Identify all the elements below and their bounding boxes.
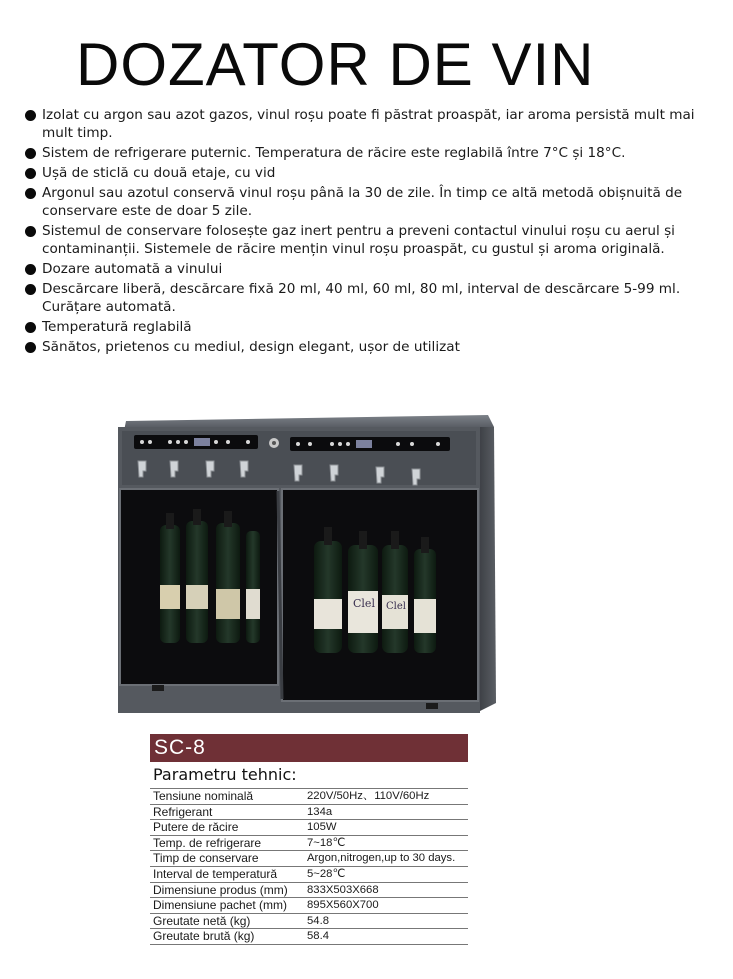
spec-value: 5~28℃ <box>307 867 346 880</box>
feature-text: Sănătos, prietenos cu mediul, design elegant, ușor de utilizat <box>42 339 460 355</box>
spec-value: 7~18℃ <box>307 836 346 849</box>
spec-subtitle: Parametru tehnic: <box>153 765 297 784</box>
feature-list <box>24 106 724 358</box>
table-row <box>150 929 468 945</box>
spec-label: Greutate brută (kg) <box>153 929 255 944</box>
spec-value: 58.4 <box>307 930 329 943</box>
spec-rows <box>150 788 468 945</box>
spec-label: Temp. de refrigerare <box>153 835 262 850</box>
feature-text: Argonul sau azotul conservă vinul roșu până la 30 de zile. În timp ce altă metodă obișnuită de conservare este de doar 5 zile. <box>42 185 683 219</box>
bullet-icon <box>25 188 36 199</box>
spec-value: 54.8 <box>307 914 329 927</box>
spec-label: Tensiune nominală <box>153 789 254 803</box>
table-row <box>150 867 468 883</box>
feature-text: Sistem de refrigerare puternic. Temperatura de răcire este reglabilă între 7°C și 18°C. <box>42 145 626 161</box>
bullet-icon <box>25 226 36 237</box>
page-title: DOZATOR DE VIN <box>76 31 595 98</box>
bottle-label-text: Clel <box>353 597 375 610</box>
table-row <box>150 805 468 821</box>
bullet-icon <box>25 168 36 179</box>
wine-dispenser-image <box>118 413 498 715</box>
spec-label: Refrigerant <box>153 804 213 819</box>
feature-item <box>24 106 724 142</box>
spec-label: Putere de răcire <box>153 820 239 835</box>
spec-value: 105W <box>307 821 337 834</box>
feature-item <box>24 318 724 336</box>
feature-item <box>24 164 724 182</box>
spec-label: Interval de temperatură <box>153 866 278 881</box>
spec-value: 833X503X668 <box>307 883 379 896</box>
feature-item <box>24 338 724 356</box>
feature-item <box>24 222 724 258</box>
spec-value: 895X560X700 <box>307 899 379 912</box>
feature-text: Ușă de sticlă cu două etaje, cu vid <box>42 165 276 181</box>
spec-label: Timp de conservare <box>153 851 259 866</box>
feature-text: Sistemul de conservare folosește gaz inert pentru a preveni contactul vinului roșu cu aerul și contaminanții. Sistemele de răcire mențin vinul roșu proaspăt, cu gustul și aroma originală. <box>42 223 675 257</box>
table-row <box>150 789 468 805</box>
table-row <box>150 820 468 836</box>
table-row <box>150 883 468 899</box>
table-row <box>150 914 468 930</box>
spec-label: Greutate netă (kg) <box>153 913 251 928</box>
feature-text: Descărcare liberă, descărcare fixă 20 ml, 40 ml, 60 ml, 80 ml, interval de descărcare 5-99 ml. Curățare automată. <box>42 281 681 315</box>
spec-value: 134a <box>307 805 333 818</box>
feature-text: Dozare automată a vinului <box>42 261 223 277</box>
spec-label: Dimensiune pachet (mm) <box>153 898 288 913</box>
bullet-icon <box>25 148 36 159</box>
feature-item <box>24 280 724 316</box>
feature-item <box>24 260 724 278</box>
table-row <box>150 836 468 852</box>
bullet-icon <box>25 110 36 121</box>
spec-table <box>150 734 468 945</box>
table-row <box>150 851 468 867</box>
model-header: SC-8 <box>150 734 468 762</box>
bullet-icon <box>25 342 36 353</box>
feature-text: Izolat cu argon sau azot gazos, vinul roșu poate fi păstrat proaspăt, iar aroma persistă mult mai mult timp. <box>42 107 695 141</box>
bottle-label-text: Clel <box>386 601 406 612</box>
feature-item <box>24 144 724 162</box>
feature-text: Temperatură reglabilă <box>42 319 192 335</box>
spec-value: 220V/50Hz、110V/60Hz <box>307 790 430 802</box>
bullet-icon <box>25 284 36 295</box>
spec-value: Argon,nitrogen,up to 30 days. <box>307 852 456 865</box>
bullet-icon <box>25 264 36 275</box>
feature-item <box>24 184 724 220</box>
bullet-icon <box>25 322 36 333</box>
table-row <box>150 898 468 914</box>
spec-label: Dimensiune produs (mm) <box>153 882 288 897</box>
